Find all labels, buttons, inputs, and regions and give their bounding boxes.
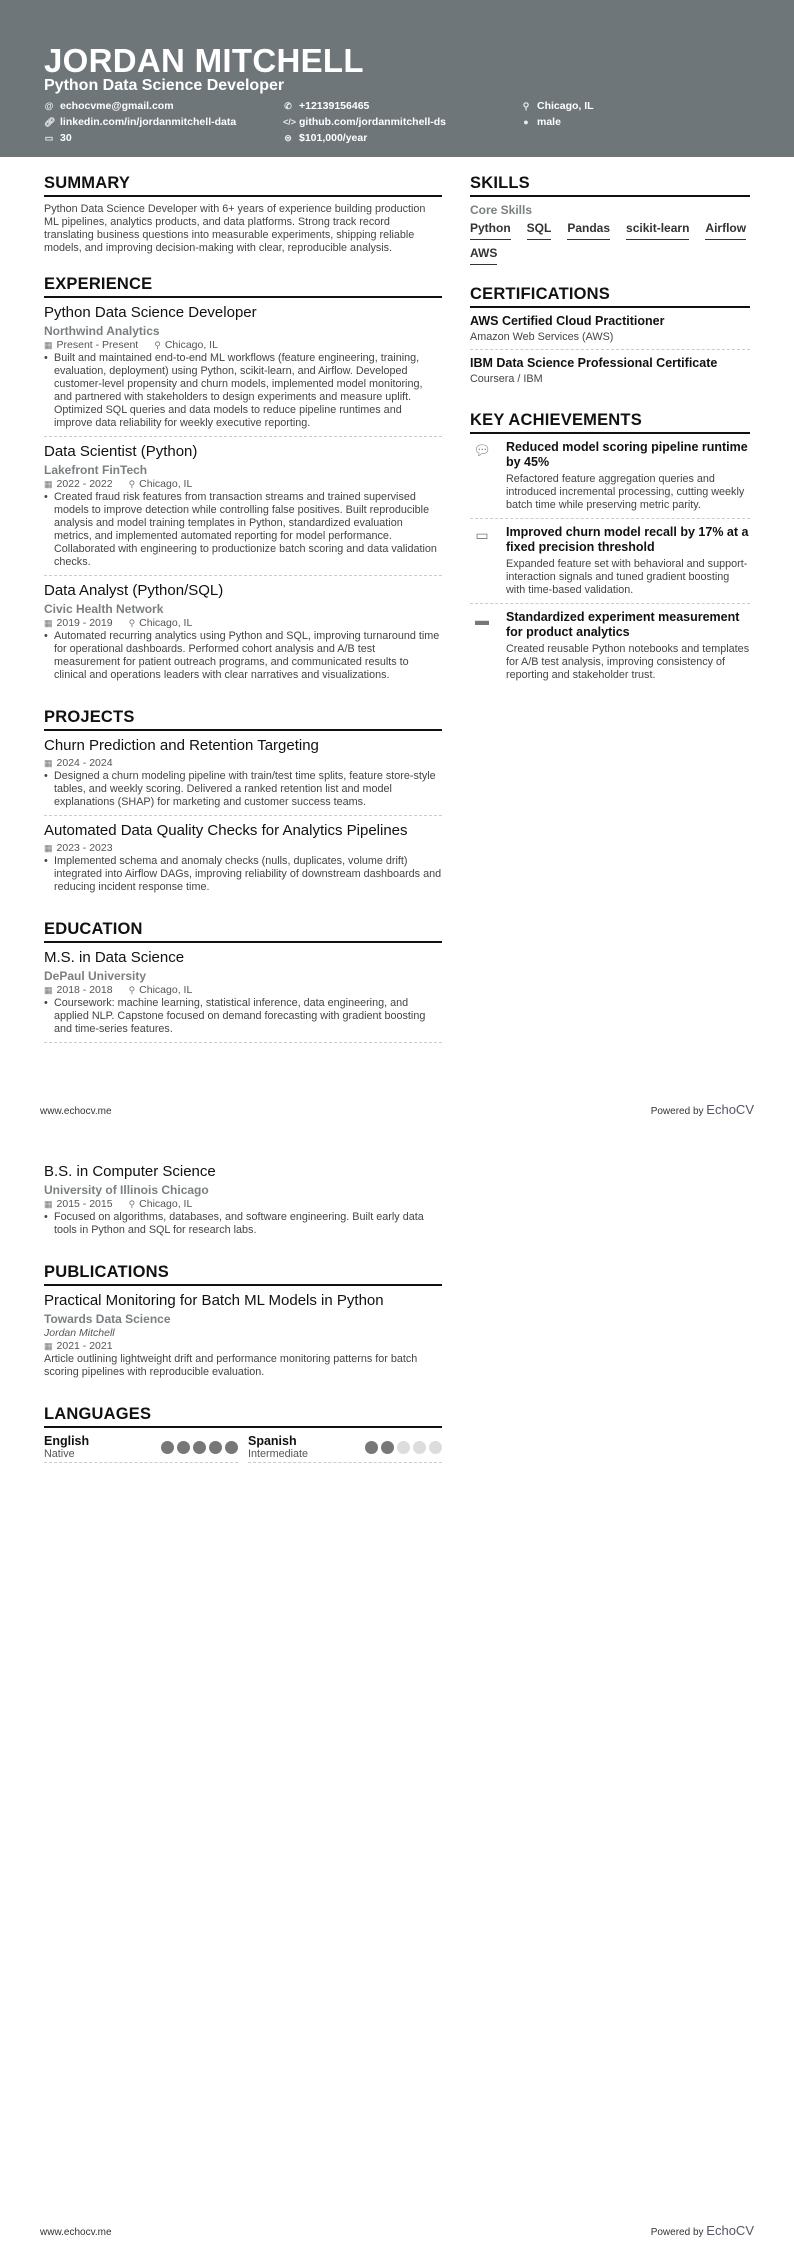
education-section-continued xyxy=(44,1163,442,1243)
brand-logo: EchoCV xyxy=(706,2223,754,2238)
dates: ▦ 2015 - 2015 xyxy=(44,1198,113,1210)
candidate-title: Python Data Science Developer xyxy=(44,77,285,94)
rating-dot-filled xyxy=(365,1441,378,1454)
rating-dot-empty xyxy=(429,1441,442,1454)
section-heading: PROJECTS xyxy=(44,708,442,731)
achievements-section xyxy=(470,411,750,688)
language-rating xyxy=(365,1441,442,1454)
person-icon: ● xyxy=(523,117,529,127)
powered-by: Powered by EchoCV xyxy=(650,1102,754,1117)
contact-phone[interactable] xyxy=(283,100,369,112)
job-title: Data Analyst (Python/SQL) xyxy=(44,582,224,599)
link-icon: 🔗︎ xyxy=(44,116,56,127)
project-item: Churn Prediction and Retention Targeting ▦ 2024 - 2024 • Designed a churn modeling pipeline with train/test time splits, feature store-style tables, and weekly scoring. Delivered a ranked retention list and model explanations (SHAP) for marketing and customer success teams. xyxy=(44,737,442,816)
calendar-icon: ▦ xyxy=(44,843,53,853)
linkedin-text: linkedin.com/in/jordanmitchell-data xyxy=(60,116,237,128)
project-title: Automated Data Quality Checks for Analytics Pipelines xyxy=(44,822,408,839)
degree: M.S. in Data Science xyxy=(44,949,185,966)
skill-group-label: Core Skills xyxy=(470,203,533,217)
description: Focused on algorithms, databases, and software engineering. Built early data tools in Python and SQL for research labs. xyxy=(54,1211,424,1236)
resume-header xyxy=(0,0,794,157)
resume-page-2 xyxy=(0,1123,794,2246)
skill-tag: AWS xyxy=(470,246,497,265)
location-pin-icon: ⚲ xyxy=(128,479,136,489)
dates: ▦ 2018 - 2018 xyxy=(44,984,113,996)
location-pin-icon: ⚲ xyxy=(128,618,136,628)
briefcase-icon: ▬ xyxy=(475,612,489,628)
location-pin-icon: ⚲ xyxy=(154,340,161,350)
section-heading: EDUCATION xyxy=(44,920,442,943)
gender-text: male xyxy=(537,116,561,128)
publication-item xyxy=(44,1292,442,1385)
skill-tag: scikit-learn xyxy=(626,221,689,240)
experience-item: Data Scientist (Python) Lakefront FinTech ▦ 2022 - 2022 ⚲ Chicago, IL • Created fraud risk features from transaction streams and trained supervised models to improve detection while controlling false positives. Built reproducible analysis and model training templates in Python, standardized evaluation metrics, and implemented automated reporting for model performance. Collaborated with engineering to productionize batch scoring and data validation checks. xyxy=(44,443,442,576)
calendar-icon: ▦ xyxy=(44,1341,53,1351)
page-footer xyxy=(40,2223,754,2238)
certification-item xyxy=(470,314,750,350)
section-heading: PUBLICATIONS xyxy=(44,1263,442,1286)
section-heading: KEY ACHIEVEMENTS xyxy=(470,411,750,434)
money-icon: ⊜ xyxy=(284,132,292,143)
job-title: Data Scientist (Python) xyxy=(44,443,198,460)
school: University of Illinois Chicago xyxy=(44,1183,209,1197)
description: Automated recurring analytics using Python and SQL, improving turnaround time for operational dashboards. Performed cohort analysis and A/B test measurement for patient outreach programs, and communicated results to clinical and operations leaders with clear narratives and visualizations. xyxy=(54,630,440,681)
github-text: github.com/jordanmitchell-ds xyxy=(299,116,447,128)
location: ⚲ Chicago, IL xyxy=(154,339,218,351)
language-name: English xyxy=(44,1434,90,1448)
description: Designed a churn modeling pipeline with train/test time splits, feature store-style tables, and weekly scoring. Delivered a ranked retention list and model explanations (SHAP) for marketing and customer success teams. xyxy=(54,770,436,808)
summary-section xyxy=(44,174,442,255)
projects-section xyxy=(44,708,442,900)
certification-name: IBM Data Science Professional Certificate xyxy=(470,356,718,370)
achievement-title: Standardized experiment measurement for product analytics xyxy=(506,610,740,639)
left-column xyxy=(44,1163,442,1483)
monitor-icon: ▭ xyxy=(475,527,489,543)
rating-dot-filled xyxy=(193,1441,206,1454)
rating-dot-empty xyxy=(397,1441,410,1454)
description: Article outlining lightweight drift and performance monitoring patterns for batch scoring pipelines with reproducible evaluation. xyxy=(44,1353,418,1378)
phone-text: +12139156465 xyxy=(299,100,370,112)
brand-logo: EchoCV xyxy=(706,1102,754,1117)
calendar-icon: ▦ xyxy=(44,985,53,995)
contact-gender xyxy=(521,116,561,128)
achievement-item xyxy=(470,610,750,688)
language-rating xyxy=(161,1441,238,1454)
education-item: B.S. in Computer Science University of Illinois Chicago ▦ 2015 - 2015 ⚲ Chicago, IL • Focused on algorithms, databases, and software engineering. Built early data tools in Python and SQL for research labs. xyxy=(44,1163,442,1243)
author: Jordan Mitchell xyxy=(44,1327,115,1339)
achievement-item xyxy=(470,525,750,604)
description: Created fraud risk features from transaction streams and trained supervised models to improve detection while controlling false positives. Built reproducible analysis and model training templates in Python, standardized evaluation metrics, and implemented automated reporting for model performance. Collaborated with engineering to productionize batch scoring and data validation checks. xyxy=(54,491,437,568)
description: Built and maintained end-to-end ML workflows (feature engineering, training, evaluation, deployment) using Python, scikit-learn, and Airflow. Developed customer-level propensity and churn models, implemented model monitoring, and partnered with stakeholders to design experiments and measure uplift. Optimized SQL queries and data models to reduce pipeline runtimes and improve data reliability for weekly executive reporting. xyxy=(54,352,423,429)
achievement-text: Refactored feature aggregation queries and introduced incremental processing, cutting weekly batch time while preserving metric parity. xyxy=(506,473,745,511)
section-heading: LANGUAGES xyxy=(44,1405,442,1428)
calendar-icon: ▭ xyxy=(44,132,54,143)
language-level: Native xyxy=(44,1448,75,1460)
publication-title: Practical Monitoring for Batch ML Models in Python xyxy=(44,1292,384,1309)
location: ⚲ Chicago, IL xyxy=(128,984,193,996)
contact-github[interactable] xyxy=(283,116,446,128)
contact-salary xyxy=(283,132,367,144)
section-heading: CERTIFICATIONS xyxy=(470,285,750,308)
achievement-title: Improved churn model recall by 17% at a fixed precision threshold xyxy=(506,525,749,554)
achievement-title: Reduced model scoring pipeline runtime by 45% xyxy=(506,440,748,469)
skill-tag: Python xyxy=(470,221,511,240)
achievement-item xyxy=(470,440,750,519)
contact-location xyxy=(521,100,594,112)
calendar-icon: ▦ xyxy=(44,758,53,768)
company: Lakefront FinTech xyxy=(44,463,148,477)
education-section xyxy=(44,920,442,1043)
footer-site-link[interactable]: www.echocv.me xyxy=(40,1106,112,1117)
description: Implemented schema and anomaly checks (nulls, duplicates, volume drift) integrated into Airflow DAGs, improving reliability of downstream dashboards and reducing incident response time. xyxy=(54,855,442,893)
location-pin-icon: ⚲ xyxy=(128,985,136,995)
experience-section xyxy=(44,275,442,688)
footer-site-link[interactable]: www.echocv.me xyxy=(40,2227,112,2238)
calendar-icon: ▦ xyxy=(44,479,53,489)
experience-item: Python Data Science Developer Northwind Analytics ▦ Present - Present ⚲ Chicago, IL • Built and maintained end-to-end ML workflows (feature engineering, training, evaluation, deployment) using Python, scikit-learn, and Airflow. Developed customer-level propensity and churn models, implemented model monitoring, and partnered with stakeholders to design experiments and measure uplift. Optimized SQL queries and data models to reduce pipeline runtimes and improve data reliability for weekly executive reporting. xyxy=(44,304,442,437)
age-text: 30 xyxy=(60,132,72,144)
dates: ▦ 2021 - 2021 xyxy=(44,1340,113,1352)
achievement-text: Expanded feature set with behavioral and support-interaction signals and tuned gradient boosting with time-based validation. xyxy=(506,558,748,596)
chat-bubble-icon: 💬︎ xyxy=(473,442,491,458)
dates: ▦ 2022 - 2022 xyxy=(44,478,113,490)
dates: ▦ 2024 - 2024 xyxy=(44,757,113,769)
publications-section xyxy=(44,1263,442,1385)
language-name: Spanish xyxy=(248,1434,297,1448)
dates: ▦ 2019 - 2019 xyxy=(44,617,113,629)
certification-name: AWS Certified Cloud Practitioner xyxy=(470,314,665,328)
certification-issuer: Amazon Web Services (AWS) xyxy=(470,331,614,343)
description: Coursework: machine learning, statistical inference, data engineering, and applied NLP. Capstone focused on demand forecasting with gradient boosting and time-series features. xyxy=(54,997,426,1035)
skill-tag: Airflow xyxy=(705,221,746,240)
section-heading: SKILLS xyxy=(470,174,750,197)
contact-age xyxy=(44,132,72,144)
location: ⚲ Chicago, IL xyxy=(128,1198,193,1210)
calendar-icon: ▦ xyxy=(44,1199,53,1209)
email-text: echocvme@gmail.com xyxy=(60,100,174,112)
right-column xyxy=(470,174,750,708)
salary-text: $101,000/year xyxy=(299,132,368,144)
location-pin-icon: ⚲ xyxy=(128,1199,136,1209)
calendar-icon: ▦ xyxy=(44,340,53,350)
code-icon: </> xyxy=(283,117,297,127)
achievement-text: Created reusable Python notebooks and templates for A/B test analysis, improving consistency of reporting and stakeholder trust. xyxy=(506,643,750,681)
skills-section xyxy=(470,174,750,265)
candidate-name: JORDAN MITCHELL xyxy=(44,42,364,79)
location: ⚲ Chicago, IL xyxy=(128,617,193,629)
school: DePaul University xyxy=(44,969,147,983)
left-column xyxy=(44,174,442,1063)
powered-by: Powered by EchoCV xyxy=(650,2223,754,2238)
publisher: Towards Data Science xyxy=(44,1312,171,1326)
dates: ▦ Present - Present xyxy=(44,339,139,351)
calendar-icon: ▦ xyxy=(44,618,53,628)
degree: B.S. in Computer Science xyxy=(44,1163,216,1180)
page-footer xyxy=(40,1102,754,1117)
rating-dot-filled xyxy=(209,1441,222,1454)
language-item xyxy=(248,1434,442,1463)
section-heading: EXPERIENCE xyxy=(44,275,442,298)
rating-dot-filled xyxy=(161,1441,174,1454)
language-level: Intermediate xyxy=(248,1448,309,1460)
languages-section xyxy=(44,1405,442,1463)
certifications-section xyxy=(470,285,750,391)
section-heading: SUMMARY xyxy=(44,174,442,197)
rating-dot-filled xyxy=(381,1441,394,1454)
project-item: Automated Data Quality Checks for Analytics Pipelines ▦ 2023 - 2023 • Implemented schema and anomaly checks (nulls, duplicates, volume drift) integrated into Airflow DAGs, improving reliability of downstream dashboards and reducing incident response time. xyxy=(44,822,442,893)
job-title: Python Data Science Developer xyxy=(44,304,257,321)
project-title: Churn Prediction and Retention Targeting xyxy=(44,737,319,754)
location-pin-icon: ⚲ xyxy=(522,100,530,111)
location-text: Chicago, IL xyxy=(537,100,594,112)
skill-tag: Pandas xyxy=(567,221,610,240)
rating-dot-filled xyxy=(177,1441,190,1454)
language-item xyxy=(44,1434,238,1463)
company: Northwind Analytics xyxy=(44,324,160,338)
skill-tag: SQL xyxy=(527,221,552,240)
rating-dot-filled xyxy=(225,1441,238,1454)
summary-text: Python Data Science Developer with 6+ years of experience building production ML pipelines, analytics products, and data platforms. Strong track record translating business questions into measurable experiments, shipping reliable models, and improving decision-making with clear, reproducible analysis. xyxy=(44,203,426,254)
company: Civic Health Network xyxy=(44,602,164,616)
certification-issuer: Coursera / IBM xyxy=(470,373,543,385)
location: ⚲ Chicago, IL xyxy=(128,478,193,490)
dates: ▦ 2023 - 2023 xyxy=(44,842,113,854)
phone-icon: ✆ xyxy=(284,100,292,111)
contact-linkedin[interactable] xyxy=(44,116,236,128)
at-icon: @ xyxy=(44,101,54,111)
education-item: M.S. in Data Science DePaul University ▦ 2018 - 2018 ⚲ Chicago, IL • Coursework: machine learning, statistical inference, data engineering, and applied NLP. Capstone focused on demand forecasting with gradient boosting and time-series features. xyxy=(44,949,442,1043)
contact-email[interactable] xyxy=(44,100,174,112)
experience-item: Data Analyst (Python/SQL) Civic Health Network ▦ 2019 - 2019 ⚲ Chicago, IL • Automated recurring analytics using Python and SQL, improving turnaround time for operational dashboards. Performed cohort analysis and A/B test measurement for patient outreach programs, and communicated results to clinical and operations leaders with clear narratives and visualizations. xyxy=(44,582,442,688)
certification-item xyxy=(470,356,750,391)
rating-dot-empty xyxy=(413,1441,426,1454)
